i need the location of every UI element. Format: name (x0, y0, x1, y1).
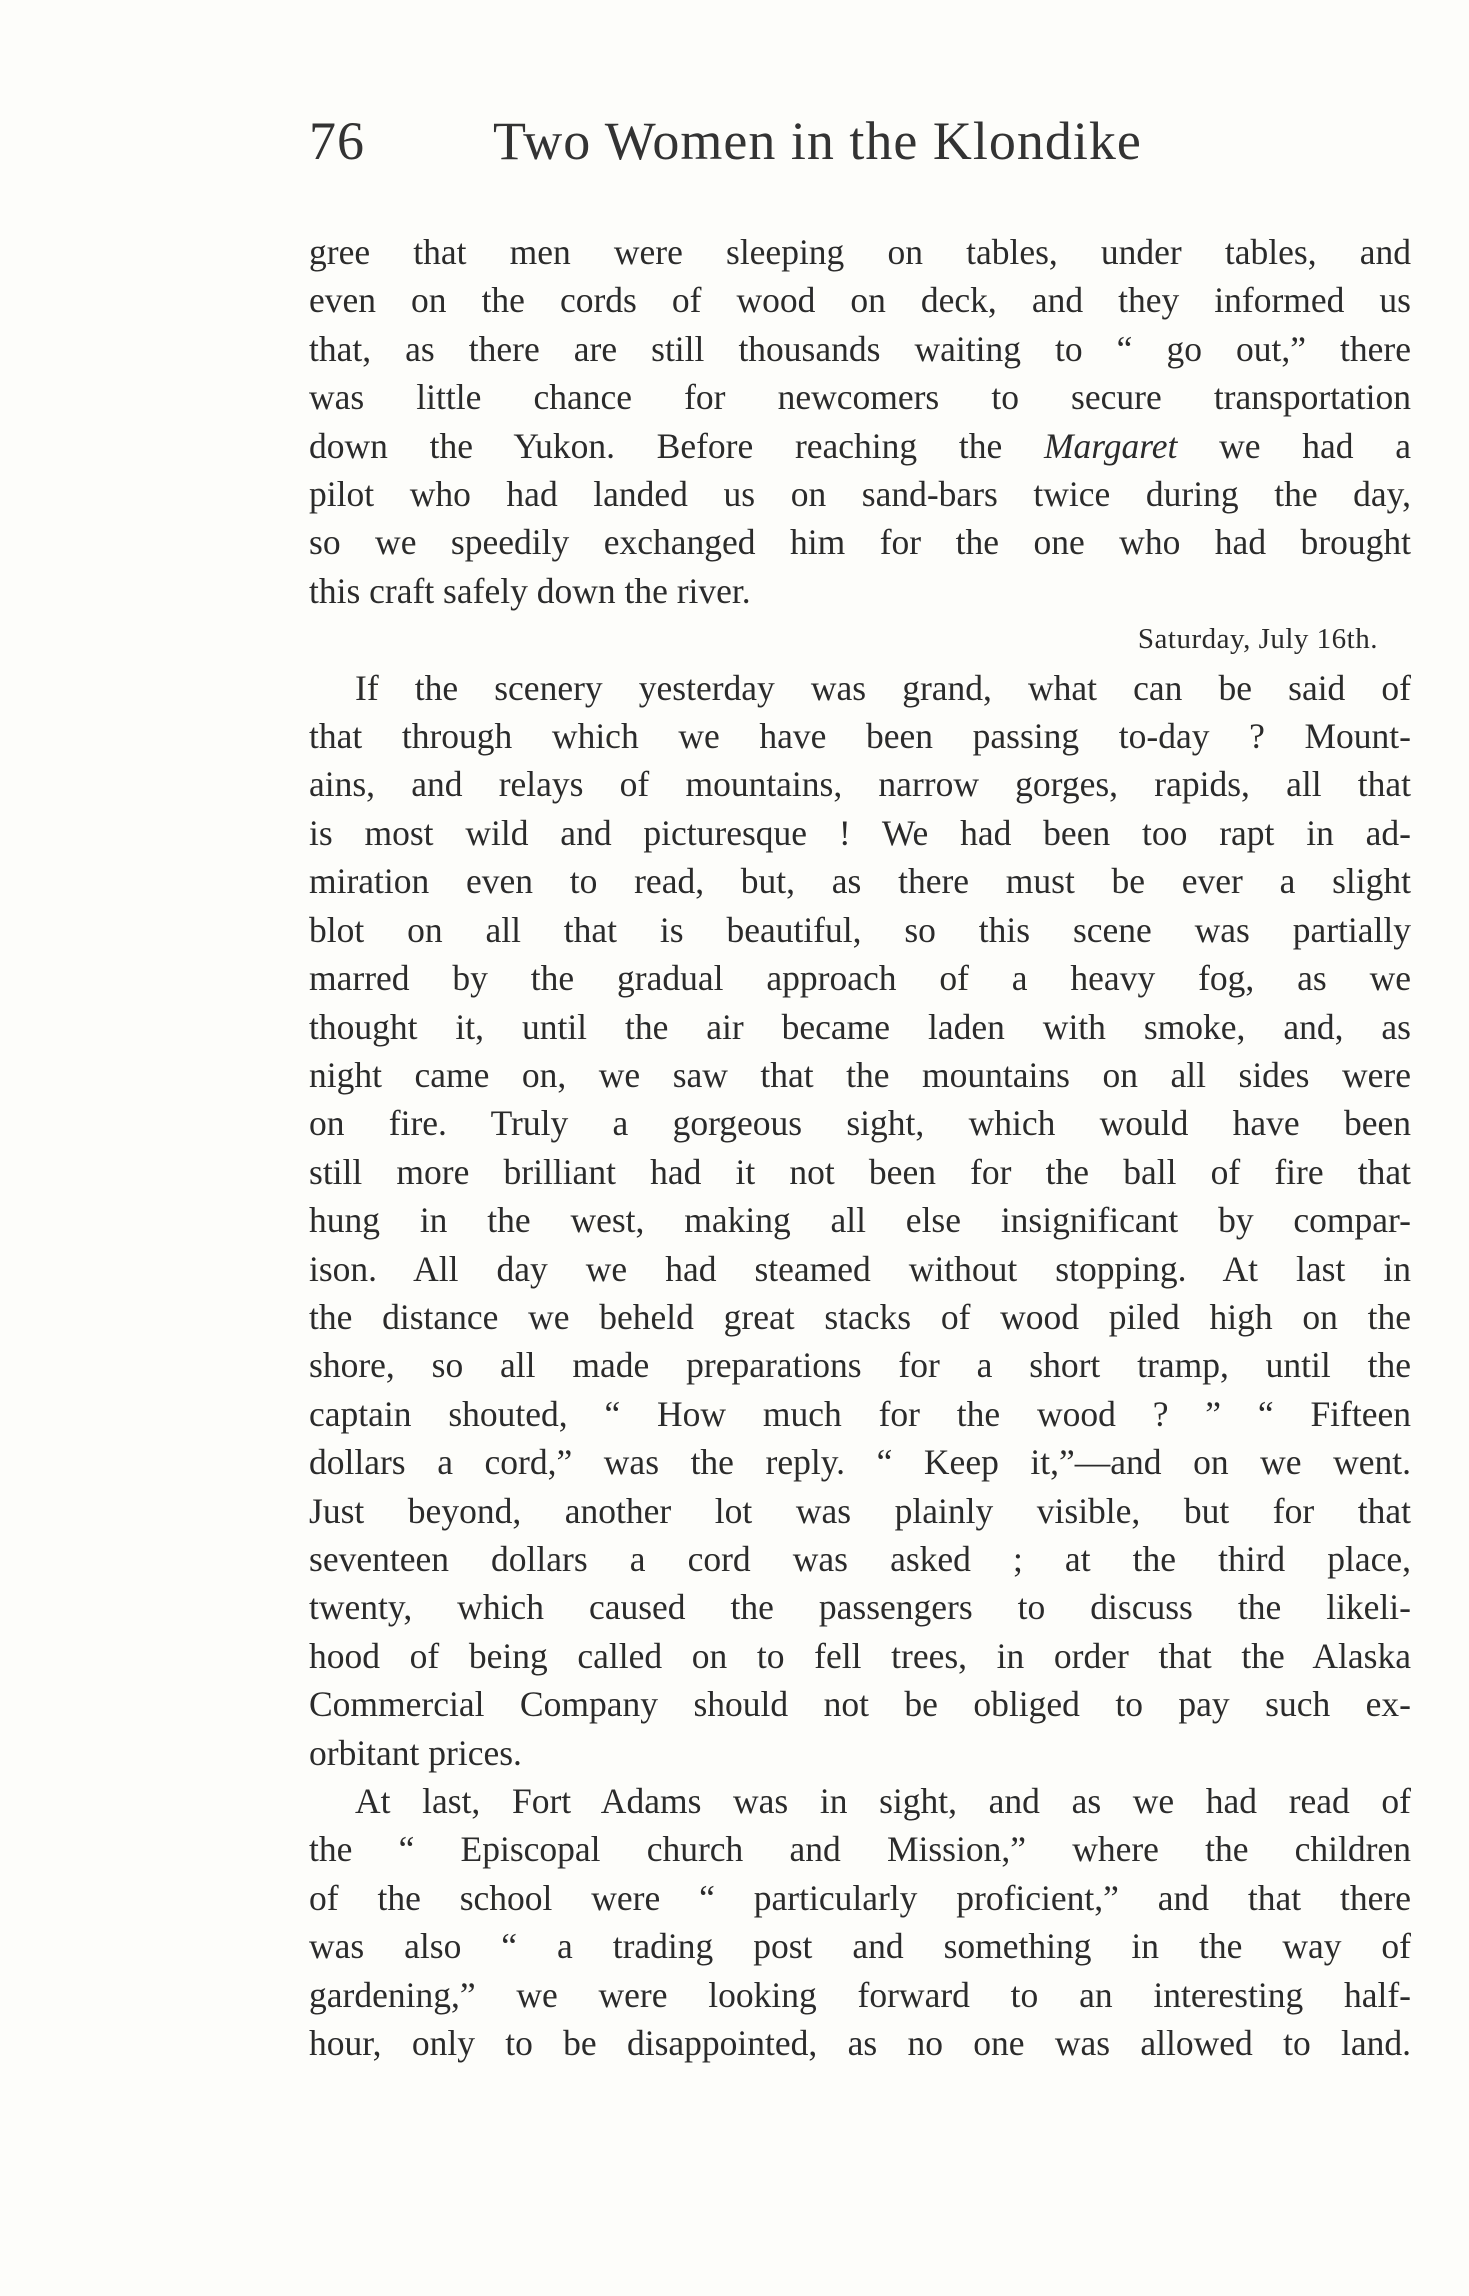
running-title: Two Women in the Klondike (493, 111, 1142, 171)
text-line: hung in the west, making all else insignificant by compar- (309, 1200, 1411, 1241)
text-line: even on the cords of wood on deck, and they informed us (309, 280, 1411, 321)
ship-name: Margaret (1043, 425, 1178, 466)
text-line: dollars a cord,” was the reply. “ Keep it,”—and on we went. (309, 1442, 1411, 1483)
text-line: is most wild and picturesque ! We had been too rapt in ad- (309, 812, 1411, 853)
text-line: ison. All day we had steamed without stopping. At last in (309, 1248, 1411, 1289)
dateline: Saturday, July 16th. (1137, 623, 1378, 656)
text-line: gardening,” we were looking forward to an interesting half- (309, 1974, 1411, 2015)
text-line: Commercial Company should not be obliged to pay such ex- (309, 1684, 1411, 1725)
text-line: that, as there are still thousands waiting to “ go out,” there (309, 328, 1411, 369)
text-line: seventeen dollars a cord was asked ; at the third place, (309, 1538, 1411, 1579)
text-line: was also “ a trading post and something in the way of (309, 1926, 1411, 1967)
text-line: captain shouted, “ How much for the wood ? ” “ Fifteen (309, 1393, 1411, 1434)
book-page (309, 110, 1411, 2067)
text-line: miration even to read, but, as there must be ever a slight (309, 861, 1411, 902)
text-line: thought it, until the air became laden with smoke, and, as (309, 1006, 1411, 1047)
text-line: shore, so all made preparations for a short tramp, until the (309, 1345, 1411, 1386)
text-line (309, 422, 1411, 470)
text-line: the distance we beheld great stacks of wood piled high on the (309, 1296, 1411, 1337)
text-line: gree that men were sleeping on tables, under tables, and (309, 232, 1411, 272)
paragraph-2 (309, 664, 1411, 1777)
text-line: blot on all that is beautiful, so this scene was partially (309, 909, 1411, 950)
text-line: was little chance for newcomers to secure transportation (309, 377, 1411, 418)
text-line: marred by the gradual approach of a heavy fog, as we (309, 958, 1411, 999)
text-line: night came on, we saw that the mountains on all sides were (309, 1054, 1411, 1095)
text-line: ains, and relays of mountains, narrow gorges, rapids, all that (309, 764, 1411, 805)
text-line: still more brilliant had it not been for the ball of fire that (309, 1151, 1411, 1192)
text-line: orbitant prices. (309, 1732, 522, 1773)
page-number: 76 (309, 111, 365, 171)
text-line: of the school were “ particularly proficient,” and that there (309, 1877, 1411, 1918)
text-segment: down the Yukon. Before reaching the (309, 425, 1044, 466)
text-line: hour, only to be disappointed, as no one was allowed to land. (309, 2023, 1411, 2064)
text-line: that through which we have been passing to-day ? Mount- (309, 716, 1411, 757)
page-header (309, 110, 1411, 180)
paragraph-3 (309, 1777, 1411, 2067)
text-line: pilot who had landed us on sand-bars twice during the day, (309, 474, 1411, 515)
paragraph-1 (309, 228, 1411, 615)
text-line: hood of being called on to fell trees, in order that the Alaska (309, 1635, 1411, 1676)
text-line: the “ Episcopal church and Mission,” where the children (309, 1829, 1411, 1870)
text-line: twenty, which caused the passengers to discuss the likeli- (309, 1587, 1411, 1628)
text-line: Just beyond, another lot was plainly visible, but for that (309, 1490, 1411, 1531)
text-line: At last, Fort Adams was in sight, and as we had read of (355, 1781, 1411, 1821)
text-line: on fire. Truly a gorgeous sight, which would have been (309, 1103, 1411, 1144)
body-text (309, 228, 1411, 2067)
text-line: this craft safely down the river. (309, 570, 751, 611)
text-line: If the scenery yesterday was grand, what can be said of (355, 667, 1411, 708)
text-line: so we speedily exchanged him for the one who had brought (309, 522, 1411, 563)
text-segment: we had a (1177, 425, 1411, 466)
